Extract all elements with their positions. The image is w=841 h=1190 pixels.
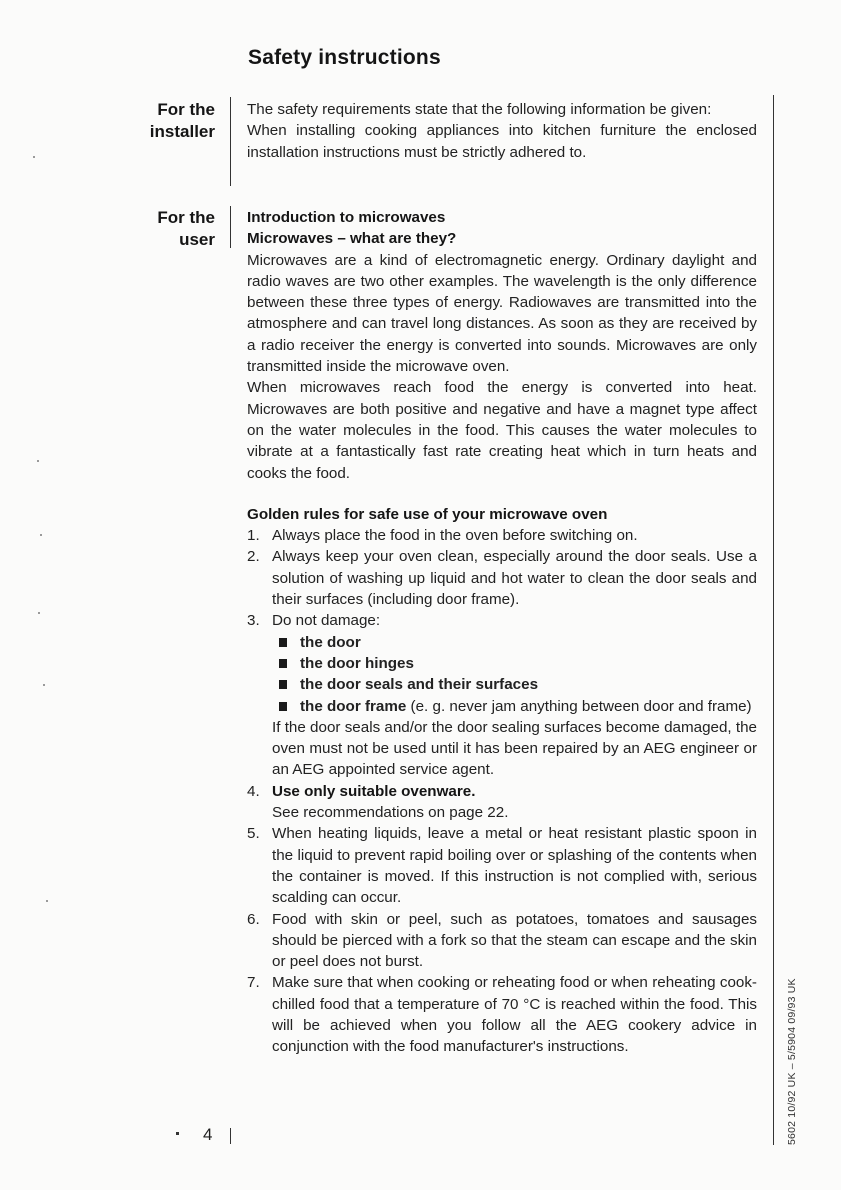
rule-2 [247,546,757,610]
rule-4-number: 4. [247,782,260,800]
bullet-door-seals-text: the door seals and their surfaces [300,676,539,694]
square-bullet-icon [279,638,287,647]
scan-speck [40,534,42,536]
rule-5 [247,823,757,908]
square-bullet-icon [279,702,287,711]
installer-label [110,99,215,143]
bullet-door [272,632,757,653]
rule-5-number: 5. [247,825,260,843]
rule-7-text: Make sure that when cooking or reheating food or when reheating cook-chilled food that a temperature of 70 °C is reached within the food. This will be achieved when you follow all the AEG cookery advice in conjunction with the food manufacturer's instructions. [272,974,757,1056]
scan-speck [46,900,48,902]
bullet-door-text: the door [300,633,361,651]
intro-heading: Introduction to microwaves [247,209,446,226]
page-number-rule [230,1128,231,1144]
rule-3 [247,610,757,780]
square-bullet-icon [279,680,287,689]
footer-document-code: 5602 10/92 UK – 5/5904 09/93 UK [786,978,798,1145]
installer-label-line1: For the [157,100,215,119]
scan-speck [37,460,39,462]
bullet-door-frame-note: (e. g. never jam anything between door and frame) [406,697,752,715]
bullet-door-frame [272,696,757,717]
installer-paragraph-2: When installing cooking appliances into kitchen furniture the enclosed installation instructions must be strictly adhered to. [247,122,757,161]
microwaves-paragraph-1: Microwaves are a kind of electromagnetic energy. Ordinary daylight and radio waves are two other examples. The wavelength is the only difference between these three types of energy. Radiowaves are transmitted into the atmosphere and can travel long distances. As soon as they are received by a radio receiver the energy is converted into sounds. Microwaves are only transmitted inside the microwave oven. [247,251,757,376]
right-margin-rule [773,95,774,1145]
rule-3-bullets [272,632,757,717]
bullet-door-hinges [272,653,757,674]
installer-label-line2: installer [149,122,215,141]
bullet-door-frame-text: the door frame [300,697,407,715]
installer-left-rule [230,97,231,186]
page-mark [176,1132,179,1135]
rule-5-text: When heating liquids, leave a metal or heat resistant plastic spoon in the liquid to prevent rapid boiling over or splashing of the contents when the container is moved. If this instruction is not complied with, serious scalding can occur. [272,825,757,907]
square-bullet-icon [279,659,287,668]
rule-4-note: See recommendations on page 22. [272,804,509,822]
rule-7 [247,972,757,1057]
rule-4 [247,781,757,824]
installer-paragraph-1: The safety requirements state that the following information be given: [247,101,712,118]
user-label [110,207,215,251]
user-label-line1: For the [157,208,215,227]
bullet-door-seals [272,674,757,695]
scan-speck [38,612,40,614]
microwaves-heading: Microwaves – what are they? [247,230,457,248]
rule-3-number: 3. [247,612,260,630]
microwaves-paragraph-2: When microwaves reach food the energy is converted into heat. Microwaves are both positive and negative and have a magnet type affect on the water molecules in the food. This causes the water molecules to vibrate at a fantastically fast rate creating heat which in turn heats and cooks the food. [247,379,757,482]
rule-7-number: 7. [247,974,260,992]
installer-section [247,99,757,163]
rule-2-text: Always keep your oven clean, especially around the door seals. Use a solution of washing up liquid and hot water to clean the door seals and their surfaces (including door frame). [272,548,757,609]
user-left-rule [230,206,231,248]
rule-6-number: 6. [247,910,260,928]
rule-4-text: Use only suitable ovenware. [272,782,476,800]
rule-2-number: 2. [247,548,260,566]
section-gap [247,484,757,504]
user-label-line2: user [179,230,215,249]
rule-1-text: Always place the food in the oven before switching on. [272,527,638,545]
page-number: 4 [203,1125,213,1144]
rule-6-text: Food with skin or peel, such as potatoes, tomatoes and sausages should be pierced with a fork so that the steam can escape and the skin or peel does not burst. [272,910,757,971]
rule-1 [247,525,757,546]
page-title: Safety instructions [248,46,441,69]
scan-speck [43,684,45,686]
rule-3-note: If the door seals and/or the door sealing surfaces become damaged, the oven must not be used until it has been repaired by an AEG engineer or an AEG appointed service agent. [272,718,757,779]
rule-3-intro: Do not damage: [272,612,381,630]
scan-speck [33,156,35,158]
rule-6 [247,909,757,973]
golden-rules-heading: Golden rules for safe use of your microwave oven [247,505,608,523]
bullet-door-hinges-text: the door hinges [300,654,414,672]
rule-1-number: 1. [247,527,260,545]
golden-rules-list [247,525,757,1057]
user-section [247,207,757,1058]
